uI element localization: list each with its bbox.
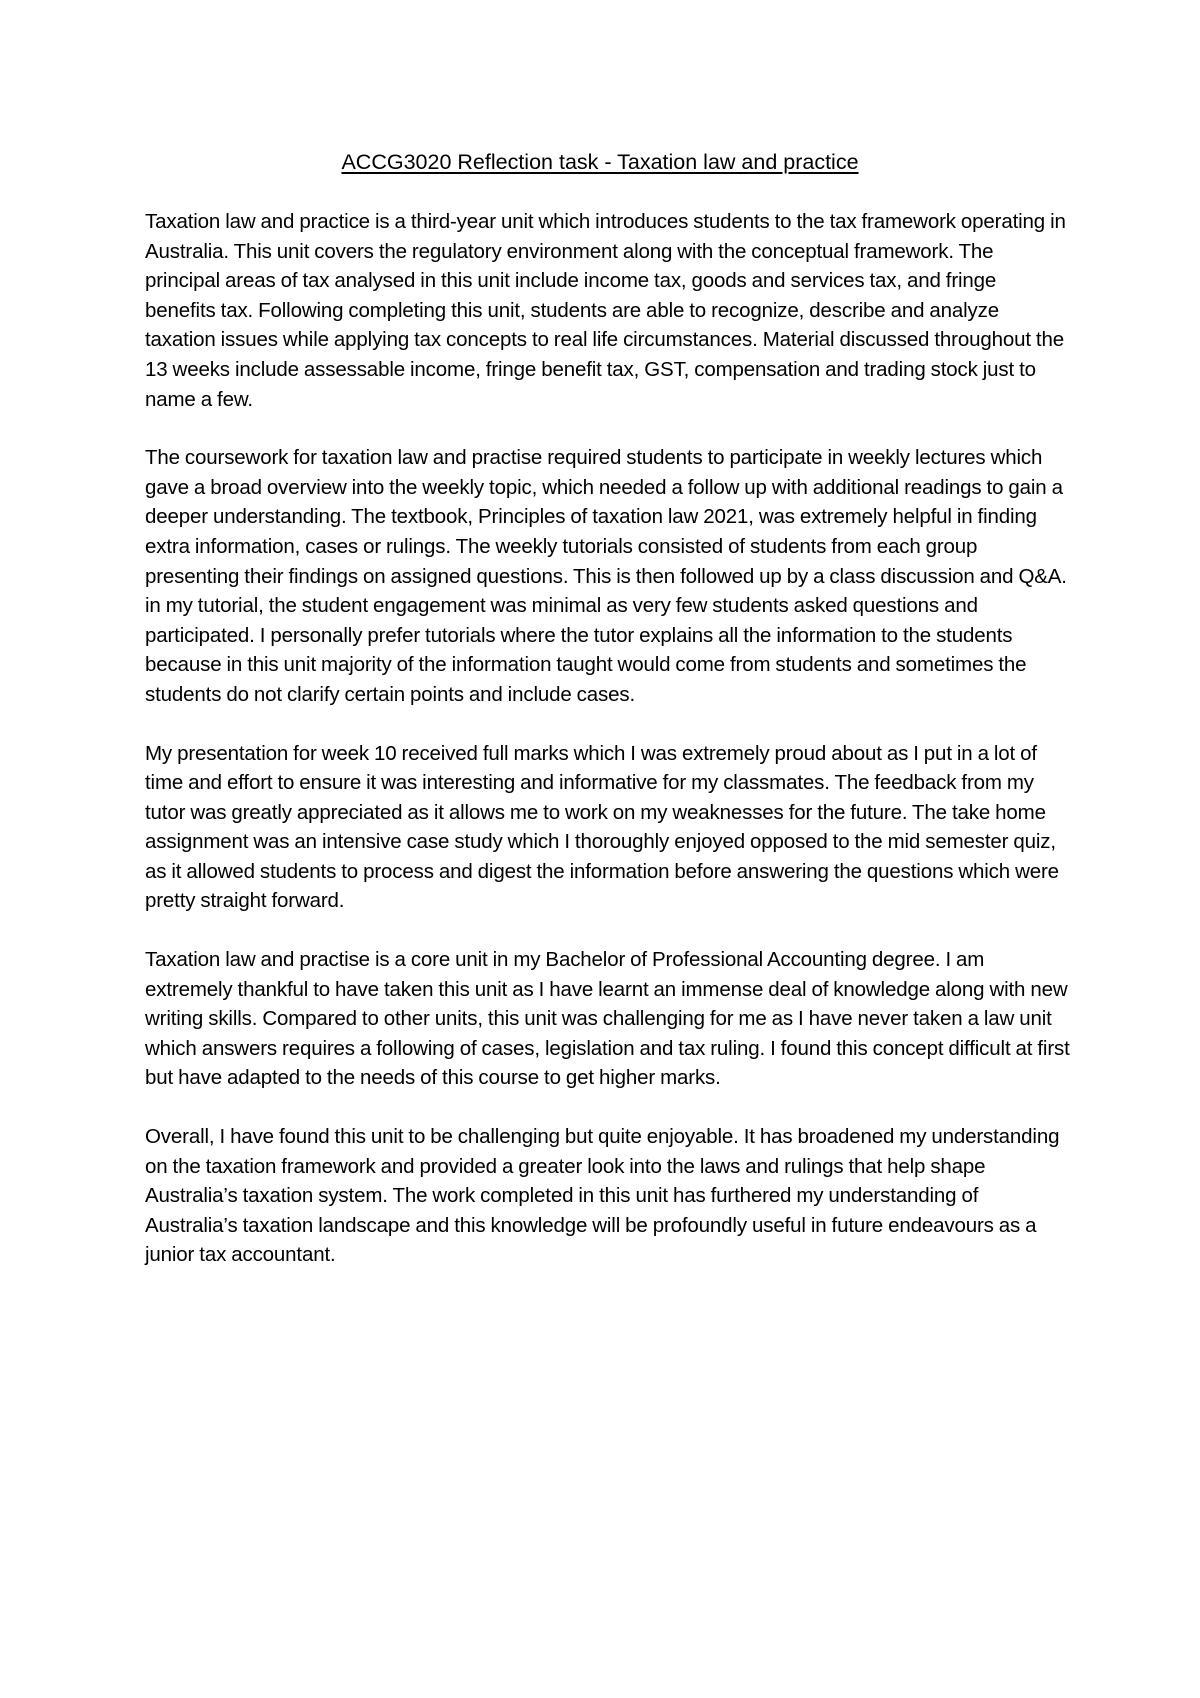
document-title: ACCG3020 Reflection task - Taxation law and practice [341, 150, 859, 174]
document-body [145, 207, 1070, 1299]
paragraph-core-unit: Taxation law and practise is a core unit in my Bachelor of Professional Accounting degree. I am extremely thankful to have taken this unit as I have learnt an immense deal of knowledge along with new writing skills. Compared to other units, this unit was challenging for me as I have never taken a law unit which answers requires a following of cases, legislation and tax ruling. I found this concept difficult at first but have adapted to the needs of this course to get higher marks. [145, 948, 1070, 1090]
paragraph-coursework: The coursework for taxation law and practise required students to participate in weekly lectures which gave a broad overview into the weekly topic, which needed a follow up with additional readings to gain a deeper understanding. The textbook, Principles of taxation law 2021, was extremely helpful in finding extra information, cases or rulings. The weekly tutorials consisted of students from each group presenting their findings on assigned questions. This is then followed up by a class discussion and Q&A. in my tutorial, the student engagement was minimal as very few students asked questions and participated. I personally prefer tutorials where the tutor explains all the information to the students because in this unit majority of the information taught would come from students and sometimes the students do not clarify certain points and include cases. [145, 446, 1067, 706]
paragraph-conclusion: Overall, I have found this unit to be challenging but quite enjoyable. It has broadened my understanding on the taxation framework and provided a greater look into the laws and rulings that help shape Australia’s taxation system. The work completed in this unit has furthered my understanding of Australia’s taxation landscape and this knowledge will be profoundly useful in future endeavours as a junior tax accountant. [145, 1125, 1060, 1267]
paragraph-presentation: My presentation for week 10 received full marks which I was extremely proud about as I put in a lot of time and effort to ensure it was interesting and informative for my classmates. The feedback from my tutor was greatly appreciated as it allows me to work on my weaknesses for the future. The take home assignment was an intensive case study which I thoroughly enjoyed opposed to the mid semester quiz, as it allowed students to process and digest the information before answering the questions which were pretty straight forward. [145, 741, 1059, 913]
paragraph-introduction: Taxation law and practice is a third-year unit which introduces students to the tax framework operating in Australia. This unit covers the regulatory environment along with the conceptual framework. The principal areas of tax analysed in this unit include income tax, goods and services tax, and fringe benefits tax. Following completing this unit, students are able to recognize, describe and analyze taxation issues while applying tax concepts to real life circumstances. Material discussed throughout the 13 weeks include assessable income, fringe benefit tax, GST, compensation and trading stock just to name a few. [145, 210, 1066, 411]
